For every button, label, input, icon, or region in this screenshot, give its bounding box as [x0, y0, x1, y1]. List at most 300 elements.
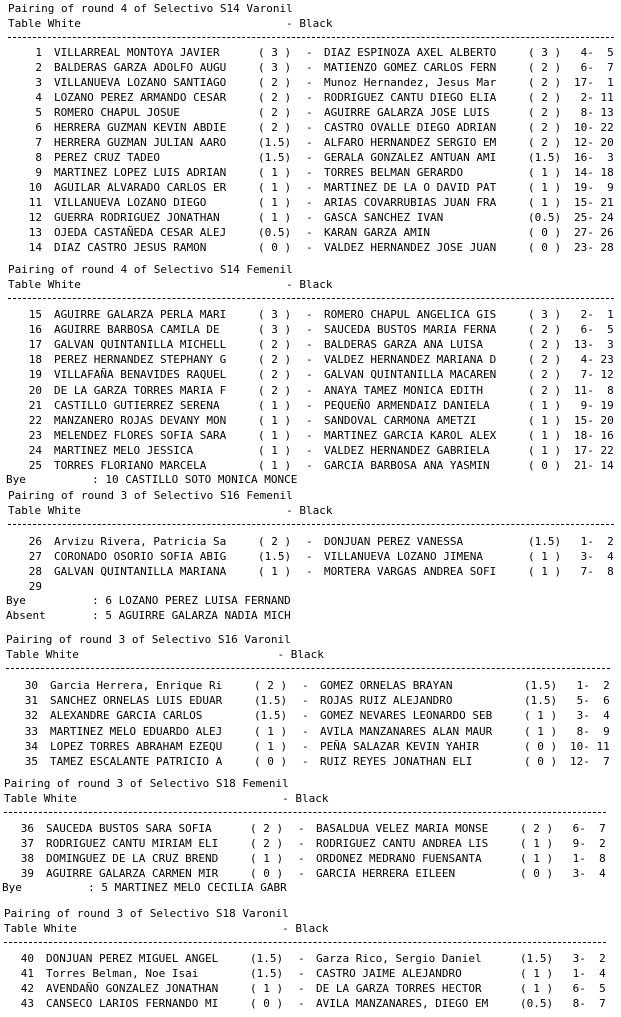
pairing-numbers: 17- 1 — [574, 76, 614, 89]
white-player: GALVAN QUINTANILLA MARIANA — [54, 565, 227, 578]
white-player: Torres Belman, Noe Isai — [46, 967, 199, 980]
black-points: ( 0 ) — [520, 867, 554, 880]
dash-separator: - — [298, 997, 305, 1010]
dash-separator: - — [306, 565, 313, 578]
dash-separator: - — [302, 694, 309, 708]
table-number: 7 — [35, 136, 42, 149]
black-points: (0.5) — [528, 211, 562, 224]
table-number: 42 — [20, 982, 34, 995]
dash-separator: - — [306, 428, 313, 442]
white-player: BALDERAS GARZA ADOLFO AUGU — [54, 61, 227, 74]
table-number: 6 — [35, 121, 42, 134]
pairing-numbers: 1- 2 — [570, 679, 610, 692]
pairing-row — [8, 196, 621, 210]
separator-line — [8, 37, 614, 38]
black-points: ( 1 ) — [520, 982, 554, 995]
white-player: VILLANUEVA LOZANO DIEGO — [54, 196, 207, 209]
table-number: 37 — [20, 837, 34, 850]
table-number: 33 — [24, 724, 38, 738]
pairing-row — [8, 106, 621, 120]
pairing-row — [0, 997, 616, 1011]
white-player: SAUCEDA BUSTOS SARA SOFIA — [46, 822, 212, 835]
pairing-numbers: 27- 26 — [574, 226, 614, 239]
pairing-numbers: 4- 5 — [574, 46, 614, 59]
black-points: ( 1 ) — [528, 196, 562, 209]
table-number: 5 — [35, 106, 42, 119]
dash-separator: - — [302, 679, 309, 692]
white-points: ( 3 ) — [258, 308, 292, 321]
dash-separator: - — [306, 241, 313, 254]
black-player: AVILA MANZANARES ALAN MAUR — [320, 724, 493, 738]
pairing-row — [8, 368, 621, 382]
pairing-numbers: 2- 11 — [574, 91, 614, 104]
black-player: MATIENZO GOMEZ CARLOS FERN — [324, 61, 497, 74]
pairing-row — [8, 181, 621, 195]
white-points: ( 1 ) — [258, 413, 292, 427]
white-points: (1.5) — [254, 709, 288, 723]
pairing-numbers: 16- 3 — [574, 151, 614, 164]
table-number: 41 — [20, 967, 34, 980]
dash-separator: - — [302, 724, 309, 738]
black-player: BALDERAS GARZA ANA LUISA — [324, 338, 483, 352]
table-number: 38 — [20, 852, 34, 865]
pairing-numbers: 9- 19 — [574, 398, 614, 412]
pairing-row — [8, 76, 621, 90]
black-points: ( 0 ) — [524, 739, 558, 753]
dash-separator: - — [298, 952, 305, 965]
dash-separator: - — [302, 709, 309, 723]
dash-separator: - — [306, 338, 313, 352]
table-number: 13 — [28, 226, 42, 239]
white-points: ( 3 ) — [258, 46, 292, 59]
black-player: VALDEZ HERNANDEZ JOSE JUAN — [324, 241, 497, 254]
white-player: MELENDEZ FLORES SOFIA SARA — [54, 428, 227, 442]
white-points: ( 2 ) — [250, 837, 284, 850]
white-player: VILLAFAÑA BENAVIDES RAQUEL — [54, 368, 227, 382]
table-number: 4 — [35, 91, 42, 104]
dash-separator: - — [298, 852, 305, 865]
black-player: PEÑA SALAZAR KEVIN YAHIR — [320, 739, 479, 753]
pairing-row — [4, 755, 620, 769]
black-player: MORTERA VARGAS ANDREA SOFI — [324, 565, 497, 578]
table-number: 31 — [24, 694, 38, 708]
table-number: 30 — [24, 679, 38, 692]
dash-separator: - — [306, 226, 313, 239]
pairing-numbers: 19- 9 — [574, 181, 614, 194]
white-points — [258, 580, 302, 594]
white-player: CORONADO OSORIO SOFIA ABIG — [54, 550, 227, 563]
pairing-row — [8, 429, 621, 443]
dash-separator: - — [306, 151, 313, 164]
pairing-numbers: 1- 8 — [566, 852, 606, 865]
white-points: ( 2 ) — [258, 353, 292, 367]
black-player: ROJAS RUIZ ALEJANDRO — [320, 694, 453, 708]
white-points: ( 2 ) — [250, 822, 284, 835]
column-header: Table White - Black — [8, 504, 333, 517]
white-points: (1.5) — [250, 952, 284, 965]
pairing-numbers: 13- 3 — [574, 338, 614, 352]
section-title: Pairing of round 3 of Selectivo S16 Varonil — [6, 633, 291, 646]
black-points: ( 3 ) — [528, 46, 562, 59]
separator-line — [6, 668, 610, 669]
white-player: MARTINEZ MELO JESSICA — [54, 443, 194, 457]
pairing-row — [8, 121, 621, 135]
black-points: (1.5) — [524, 694, 558, 708]
pairing-row — [4, 709, 620, 723]
white-points: ( 2 ) — [258, 91, 292, 104]
black-points: (1.5) — [520, 952, 554, 965]
pairing-row — [8, 226, 621, 240]
table-number: 39 — [20, 867, 34, 880]
pairing-numbers: 3- 4 — [570, 709, 610, 723]
pairing-numbers: 10- 11 — [570, 739, 610, 753]
table-number: 29 — [28, 580, 42, 593]
table-number: 32 — [24, 709, 38, 723]
black-points: ( 2 ) — [528, 353, 562, 367]
white-points: ( 2 ) — [258, 106, 292, 119]
pairing-row — [0, 822, 616, 836]
white-player: MARTINEZ LOPEZ LUIS ADRIAN — [54, 166, 227, 179]
black-points: ( 1 ) — [528, 550, 562, 563]
dash-separator: - — [298, 822, 305, 835]
black-player: GOMEZ NEVARES LEONARDO SEB — [320, 709, 493, 723]
separator-line — [4, 812, 606, 813]
black-player: GALVAN QUINTANILLA MACAREN — [324, 368, 497, 382]
pairing-row — [8, 565, 621, 579]
pairing-row — [8, 136, 621, 150]
pairing-row — [0, 867, 616, 881]
black-player: VALDEZ HERNANDEZ GABRIELA — [324, 443, 490, 457]
table-number: 3 — [35, 76, 42, 89]
white-player: MANZANERO ROJAS DEVANY MON — [54, 413, 227, 427]
white-points: ( 2 ) — [254, 679, 288, 692]
pairing-numbers: 10- 22 — [574, 121, 614, 134]
black-player: GARCIA BARBOSA ANA YASMIN — [324, 459, 490, 472]
black-player: VILLANUEVA LOZANO JIMENA — [324, 550, 483, 563]
white-player: VILLARREAL MONTOYA JAVIER — [54, 46, 220, 59]
black-points: ( 1 ) — [528, 181, 562, 194]
column-header: Table White - Black — [8, 17, 333, 30]
section-title: Pairing of round 3 of Selectivo S18 Femenil — [4, 777, 289, 790]
table-number: 2 — [35, 61, 42, 74]
white-points: ( 2 ) — [258, 121, 292, 134]
white-player: SANCHEZ ORNELAS LUIS EDUAR — [50, 694, 223, 708]
white-player: PEREZ HERNANDEZ STEPHANY G — [54, 353, 227, 367]
black-points: (1.5) — [524, 679, 558, 692]
pairing-row — [8, 353, 621, 367]
pairing-numbers: 17- 22 — [574, 443, 614, 457]
white-points: (1.5) — [254, 694, 288, 708]
white-points: (0.5) — [258, 226, 292, 239]
white-player: Arvizu Rivera, Patricia Sa — [54, 535, 227, 548]
black-player: ANAYA TAMEZ MONICA EDITH — [324, 383, 483, 397]
white-points: ( 2 ) — [258, 535, 292, 548]
black-player: GASCA SANCHEZ IVAN — [324, 211, 444, 224]
dash-separator: - — [306, 535, 313, 548]
white-points: ( 1 ) — [258, 459, 292, 472]
white-points: ( 1 ) — [258, 443, 292, 457]
dash-separator: - — [306, 459, 313, 472]
black-player: VALDEZ HERNANDEZ MARIANA D — [324, 353, 497, 367]
dash-separator: - — [298, 982, 305, 995]
table-number: 19 — [28, 368, 42, 382]
white-points: ( 2 ) — [258, 383, 292, 397]
black-player — [324, 580, 510, 594]
table-number: 36 — [20, 822, 34, 835]
black-points: ( 0 ) — [528, 241, 562, 254]
black-player: SANDOVAL CARMONA AMETZI — [324, 413, 477, 427]
black-points: ( 1 ) — [528, 443, 562, 457]
white-points: (1.5) — [250, 967, 284, 980]
black-points: ( 1 ) — [520, 967, 554, 980]
pairing-numbers: 9- 2 — [566, 837, 606, 850]
table-number: 15 — [28, 308, 42, 321]
table-number: 28 — [28, 565, 42, 578]
black-points: ( 1 ) — [524, 724, 558, 738]
table-number: 34 — [24, 739, 38, 753]
black-player: ALFARO HERNANDEZ SERGIO EM — [324, 136, 497, 149]
black-player: KARAN GARZA AMIN — [324, 226, 430, 239]
pairing-row — [8, 46, 621, 60]
black-points: (1.5) — [528, 151, 562, 164]
white-player: ROMERO CHAPUL JOSUE — [54, 106, 180, 119]
white-points: ( 1 ) — [258, 428, 292, 442]
pairing-row — [8, 338, 621, 352]
black-points: (0.5) — [520, 997, 554, 1010]
pairing-numbers — [574, 580, 621, 594]
pairing-row — [8, 61, 621, 75]
black-points: ( 2 ) — [528, 368, 562, 382]
black-points: ( 1 ) — [528, 398, 562, 412]
bye-absent-line: Absent : 5 AGUIRRE GALARZA NADIA MICH — [6, 609, 291, 622]
black-points: ( 0 ) — [528, 226, 562, 239]
separator-line — [8, 298, 614, 299]
black-points: ( 1 ) — [528, 166, 562, 179]
black-player: RUIZ REYES JONATHAN ELI — [320, 755, 473, 768]
pairing-numbers: 8- 9 — [570, 724, 610, 738]
dash-separator: - — [306, 353, 313, 367]
black-points: ( 1 ) — [528, 565, 562, 578]
white-player — [54, 580, 244, 594]
pairing-numbers: 3- 2 — [566, 952, 606, 965]
pairing-numbers: 7- 8 — [574, 565, 614, 578]
pairing-numbers: 4- 23 — [574, 353, 614, 367]
table-number: 27 — [28, 550, 42, 563]
table-number: 11 — [28, 196, 42, 209]
table-number: 10 — [28, 181, 42, 194]
white-player: MARTINEZ MELO EDUARDO ALEJ — [50, 724, 223, 738]
black-points: ( 1 ) — [520, 852, 554, 865]
black-points: ( 2 ) — [528, 61, 562, 74]
black-player: ROMERO CHAPUL ANGELICA GIS — [324, 308, 497, 321]
pairing-row — [8, 459, 621, 473]
white-points: ( 0 ) — [250, 867, 284, 880]
pairing-row — [8, 444, 621, 458]
black-player: ARIAS COVARRUBIAS JUAN FRA — [324, 196, 497, 209]
black-points: ( 1 ) — [528, 428, 562, 442]
black-points: ( 2 ) — [528, 76, 562, 89]
dash-separator: - — [306, 181, 313, 194]
white-points: ( 3 ) — [258, 323, 292, 337]
black-points — [528, 580, 572, 594]
pairing-row — [0, 952, 616, 966]
black-player: PEQUEÑO ARMENDAIZ DANIELA — [324, 398, 490, 412]
black-player: DONJUAN PEREZ VANESSA — [324, 535, 464, 548]
black-points: ( 2 ) — [528, 323, 562, 337]
black-points: (1.5) — [528, 535, 562, 548]
dash-separator: - — [306, 443, 313, 457]
bye-absent-line: Bye : 5 MARTINEZ MELO CECILIA GABR — [2, 881, 287, 894]
white-player: DIAZ CASTRO JESUS RAMON — [54, 241, 207, 254]
dash-separator: - — [306, 91, 313, 104]
pairing-numbers: 15- 21 — [574, 196, 614, 209]
pairing-numbers: 2- 1 — [574, 308, 614, 321]
table-number: 43 — [20, 997, 34, 1010]
pairing-row — [8, 414, 621, 428]
white-player: AGUILAR ALVARADO CARLOS ER — [54, 181, 227, 194]
white-player: AVENDAÑO GONZALEZ JONATHAN — [46, 982, 219, 995]
table-number: 25 — [28, 459, 42, 472]
dash-separator: - — [306, 61, 313, 74]
pairing-row — [0, 982, 616, 996]
table-number: 17 — [28, 338, 42, 352]
white-points: (1.5) — [258, 151, 292, 164]
black-player: AGUIRRE GALARZA JOSE LUIS — [324, 106, 490, 119]
pairing-numbers: 15- 20 — [574, 413, 614, 427]
white-player: CANSECO LARIOS FERNANDO MI — [46, 997, 219, 1010]
white-player: AGUIRRE GALARZA PERLA MARI — [54, 308, 227, 321]
white-player: RODRIGUEZ CANTU MIRIAM ELI — [46, 837, 219, 850]
white-player: OJEDA CASTAÑEDA CESAR ALEJ — [54, 226, 227, 239]
black-player: DE LA GARZA TORRES HECTOR — [316, 982, 482, 995]
black-points: ( 3 ) — [528, 308, 562, 321]
white-points: ( 1 ) — [258, 181, 292, 194]
black-points: ( 2 ) — [528, 338, 562, 352]
white-player: PEREZ CRUZ TADEO — [54, 151, 160, 164]
white-player: LOZANO PEREZ ARMANDO CESAR — [54, 91, 227, 104]
pairing-row — [0, 837, 616, 851]
white-player: GUERRA RODRIGUEZ JONATHAN — [54, 211, 220, 224]
pairing-numbers: 6- 5 — [566, 982, 606, 995]
black-points: ( 1 ) — [520, 837, 554, 850]
dash-separator: - — [306, 166, 313, 179]
white-player: TORRES FLORIANO MARCELA — [54, 459, 207, 472]
dash-separator: - — [298, 967, 305, 980]
pairing-row — [8, 399, 621, 413]
table-number: 9 — [35, 166, 42, 179]
pairing-row — [8, 535, 621, 549]
column-header: Table White - Black — [6, 648, 324, 661]
white-player: VILLANUEVA LOZANO SANTIAGO — [54, 76, 227, 89]
pairing-row — [8, 211, 621, 225]
pairing-numbers: 3- 4 — [566, 867, 606, 880]
bye-absent-line: Bye : 6 LOZANO PEREZ LUISA FERNAND — [6, 594, 291, 607]
white-points: ( 1 ) — [258, 398, 292, 412]
dash-separator: - — [306, 550, 313, 563]
dash-separator: - — [306, 413, 313, 427]
column-header: Table White - Black — [4, 792, 329, 805]
white-points: (1.5) — [258, 136, 292, 149]
black-player: SAUCEDA BUSTOS MARIA FERNA — [324, 323, 497, 337]
table-number: 1 — [35, 46, 42, 59]
table-number: 40 — [20, 952, 34, 965]
black-points: ( 2 ) — [528, 136, 562, 149]
dash-separator: - — [306, 196, 313, 209]
pairing-numbers: 6- 7 — [574, 61, 614, 74]
pairing-numbers: 1- 2 — [574, 535, 614, 548]
column-header: Table White - Black — [8, 278, 333, 291]
table-number: 16 — [28, 323, 42, 337]
table-number: 14 — [28, 241, 42, 254]
white-points: ( 1 ) — [254, 739, 288, 753]
white-points: ( 1 ) — [258, 211, 292, 224]
separator-line — [4, 942, 606, 943]
white-points: ( 1 ) — [258, 166, 292, 179]
pairing-numbers: 12- 20 — [574, 136, 614, 149]
dash-separator: - — [306, 46, 313, 59]
dash-separator: - — [306, 76, 313, 89]
white-player: Garcia Herrera, Enrique Ri — [50, 679, 223, 692]
pairing-numbers: 6- 5 — [574, 323, 614, 337]
pairing-numbers: 14- 18 — [574, 166, 614, 179]
black-points: ( 2 ) — [528, 383, 562, 397]
white-points: ( 0 ) — [258, 241, 292, 254]
black-player: GOMEZ ORNELAS BRAYAN — [320, 679, 453, 692]
white-player: DE LA GARZA TORRES MARIA F — [54, 383, 227, 397]
black-player: TORRES BELMAN GERARDO — [324, 166, 464, 179]
pairing-row — [8, 308, 621, 322]
pairing-numbers: 6- 7 — [566, 822, 606, 835]
dash-separator: - — [306, 106, 313, 119]
column-header: Table White - Black — [4, 922, 329, 935]
dash-separator: - — [306, 368, 313, 382]
table-number: 12 — [28, 211, 42, 224]
black-points: ( 1 ) — [524, 709, 558, 723]
white-player: ALEXANDRE GARCIA CARLOS — [50, 709, 203, 723]
dash-separator: - — [302, 739, 309, 753]
white-points: ( 2 ) — [258, 338, 292, 352]
black-player: RODRIGUEZ CANTU ANDREA LIS — [316, 837, 489, 850]
pairing-row — [8, 580, 621, 594]
black-player: ORDONEZ MEDRANO FUENSANTA — [316, 852, 482, 865]
white-points: ( 1 ) — [258, 565, 292, 578]
black-points: ( 0 ) — [524, 755, 558, 768]
dash-separator: - — [306, 211, 313, 224]
black-player: BASALDUA VELEZ MARIA MONSE — [316, 822, 489, 835]
white-player: DOMINGUEZ DE LA CRUZ BREND — [46, 852, 219, 865]
pairing-row — [4, 694, 620, 708]
black-player: Garza Rico, Sergio Daniel — [316, 952, 482, 965]
dash-separator: - — [298, 867, 305, 880]
pairing-row — [8, 323, 621, 337]
black-points: ( 2 ) — [528, 121, 562, 134]
black-player: GERALA GONZALEZ ANTUAN AMI — [324, 151, 497, 164]
white-player: HERRERA GUZMAN JULIAN AARO — [54, 136, 227, 149]
black-points: ( 0 ) — [528, 459, 562, 472]
black-player: Munoz Hernandez, Jesus Mar — [324, 76, 497, 89]
pairing-row — [0, 967, 616, 981]
pairing-row — [8, 151, 621, 165]
white-points: ( 1 ) — [250, 852, 284, 865]
pairing-row — [4, 740, 620, 754]
pairing-numbers: 12- 7 — [570, 755, 610, 768]
pairing-numbers: 7- 12 — [574, 368, 614, 382]
pairing-numbers: 1- 4 — [566, 967, 606, 980]
table-number: 21 — [28, 398, 42, 412]
pairing-numbers: 3- 4 — [574, 550, 614, 563]
pairing-row — [8, 550, 621, 564]
dash-separator: - — [306, 383, 313, 397]
